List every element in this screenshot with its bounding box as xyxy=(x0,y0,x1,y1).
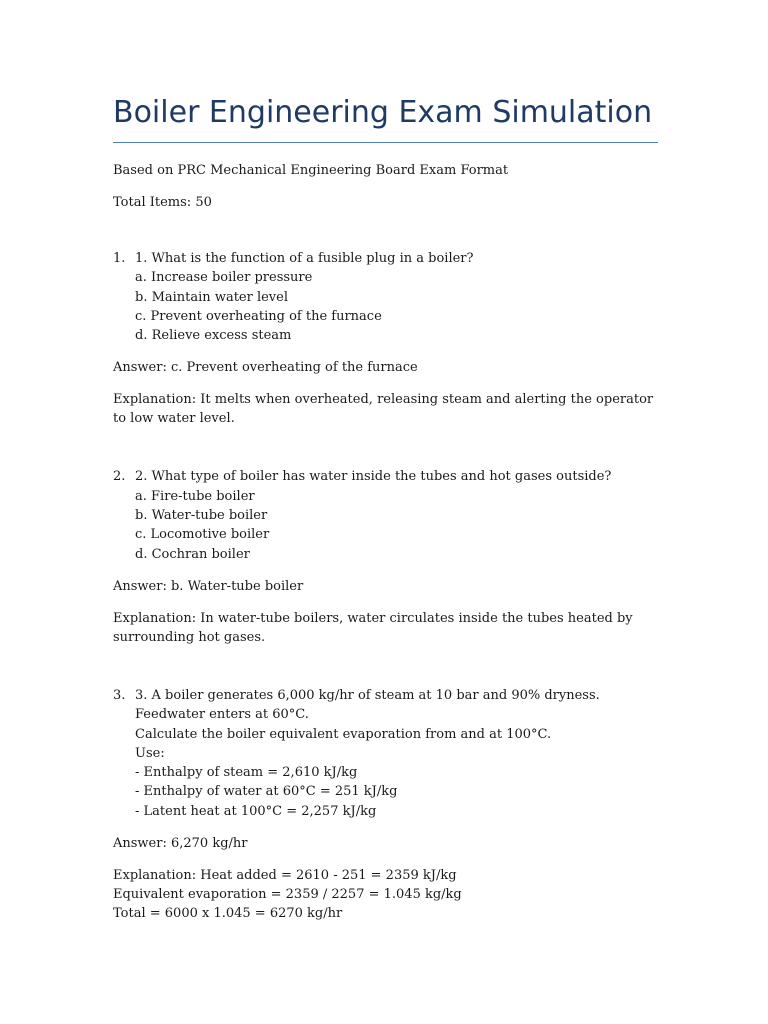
explanation-line: Explanation: Heat added = 2610 - 251 = 2359 kJ/kg xyxy=(113,868,457,884)
question-number: 1. xyxy=(113,251,126,266)
option-d: d. Cochran boiler xyxy=(135,546,250,562)
option-d: d. Relieve excess steam xyxy=(135,328,292,344)
option-c: c. Locomotive boiler xyxy=(135,527,270,543)
question-1 xyxy=(113,249,658,345)
question-line: - Latent heat at 100°C = 2,257 kJ/kg xyxy=(135,803,377,819)
option-b: b. Water-tube boiler xyxy=(135,508,268,524)
option-c: c. Prevent overheating of the furnace xyxy=(135,308,382,324)
question-number: 2. xyxy=(113,469,126,485)
document-title: Boiler Engineering Exam Simulation xyxy=(113,94,658,143)
total-items: Total Items: 50 xyxy=(113,195,212,210)
question-number: 3. xyxy=(113,687,126,703)
question-line: - Enthalpy of water at 60°C = 251 kJ/kg xyxy=(135,784,398,800)
question-2 xyxy=(113,467,658,563)
question-text: 3. A boiler generates 6,000 kg/hr of steam at 10 bar and 90% dryness. Feedwater enters at 60°C. xyxy=(135,687,600,723)
question-text: 1. What is the function of a fusible plug in a boiler? xyxy=(135,251,474,266)
question-text: 2. What type of boiler has water inside the tubes and hot gases outside? xyxy=(135,469,612,485)
explanation-2: Explanation: In water-tube boilers, water circulates inside the tubes heated by surrounding hot gases. xyxy=(113,610,633,645)
document-page xyxy=(113,94,658,923)
option-a: a. Fire-tube boiler xyxy=(135,488,255,504)
answer-2: Answer: b. Water-tube boiler xyxy=(113,578,304,594)
explanation-3 xyxy=(113,866,658,923)
explanation-line: Total = 6000 x 1.045 = 6270 kg/hr xyxy=(113,906,343,922)
question-line: - Enthalpy of steam = 2,610 kJ/kg xyxy=(135,765,358,781)
explanation-line: Equivalent evaporation = 2359 / 2257 = 1.045 kg/kg xyxy=(113,887,462,903)
question-3 xyxy=(113,686,658,821)
question-line: Use: xyxy=(135,745,165,761)
explanation-1: Explanation: It melts when overheated, releasing steam and alerting the operator to low water level. xyxy=(113,392,654,427)
exam-source: Based on PRC Mechanical Engineering Board Exam Format xyxy=(113,163,509,178)
option-b: b. Maintain water level xyxy=(135,289,289,305)
option-a: a. Increase boiler pressure xyxy=(135,270,313,286)
answer-3: Answer: 6,270 kg/hr xyxy=(113,836,248,852)
answer-1: Answer: c. Prevent overheating of the furnace xyxy=(113,360,418,376)
question-line: Calculate the boiler equivalent evaporation from and at 100°C. xyxy=(135,726,552,742)
